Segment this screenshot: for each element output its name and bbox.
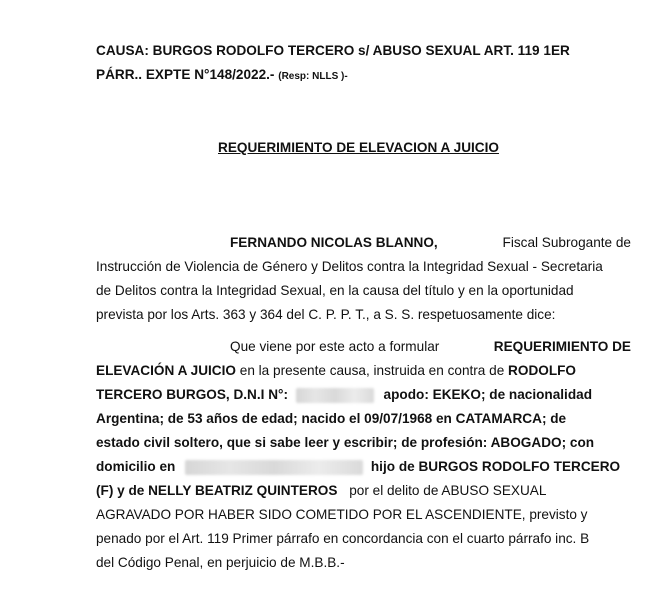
para2-line-7	[96, 483, 546, 499]
para2-accused-first: RODOLFO	[508, 363, 577, 378]
case-header-line-2	[96, 67, 348, 85]
document-title: REQUERIMIENTO DE ELEVACION A JUICIO	[218, 140, 499, 155]
para2-line-1	[230, 339, 631, 355]
para1-line-2: Instrucción de Violencia de Género y Delitos contra la Integridad Sexual - Secretaria	[96, 259, 603, 274]
case-expediente: PÁRR.. EXPTE N°148/2022.-	[96, 67, 275, 82]
prosecutor-role: Fiscal Subrogante de	[502, 235, 631, 250]
case-resp: (Resp: NLLS )-	[278, 71, 348, 82]
para1-line-4: prevista por los Arts. 363 y 364 del C. P. P. T., a S. S. respetuosamente dice:	[96, 307, 556, 322]
redacted-address	[185, 460, 363, 475]
para2-line-9: penado por el Art. 119 Primer párrafo en concordancia con el cuarto párrafo inc. B	[96, 531, 590, 546]
para2-father: hijo de BURGOS RODOLFO TERCERO	[370, 459, 621, 474]
para2-line-4: Argentina; de 53 años de edad; nacido el 09/07/1968 en CATAMARCA; de	[96, 411, 567, 426]
para1-line-1	[230, 235, 631, 251]
para2-line-6	[96, 459, 620, 475]
para2-elevacion: ELEVACIÓN A JUICIO	[96, 363, 236, 378]
para2-req: REQUERIMIENTO DE	[493, 339, 631, 354]
para2-mother: (F) y de NELLY BEATRIZ QUINTEROS	[96, 483, 338, 498]
redacted-dni	[296, 388, 374, 403]
para2-intro: Que viene por este acto a formular	[230, 339, 440, 354]
para2-instruida: en la presente causa, instruida en contra de	[239, 363, 505, 378]
para2-dni-label: TERCERO BURGOS, D.N.I N°:	[96, 387, 288, 402]
para2-line-8: AGRAVADO POR HABER SIDO COMETIDO POR EL ASCENDIENTE, previsto y	[96, 507, 588, 522]
para2-line-2	[96, 363, 576, 379]
case-header-line-1: CAUSA: BURGOS RODOLFO TERCERO s/ ABUSO SEXUAL ART. 119 1ER	[96, 43, 570, 58]
para2-apodo: apodo: EKEKO; de nacionalidad	[383, 387, 592, 402]
para2-line-5: estado civil soltero, que si sabe leer y escribir; de profesión: ABOGADO; con	[96, 435, 595, 450]
para2-domicilio: domicilio en	[96, 459, 176, 474]
para1-line-3: de Delitos contra la Integridad Sexual, en la causa del título y en la oportunidad	[96, 283, 574, 298]
para2-line-3	[96, 387, 592, 403]
para2-line-10: del Código Penal, en perjuicio de M.B.B.-	[96, 555, 345, 570]
para2-delito: por el delito de ABUSO SEXUAL	[349, 483, 547, 498]
prosecutor-name: FERNANDO NICOLAS BLANNO,	[230, 235, 438, 250]
